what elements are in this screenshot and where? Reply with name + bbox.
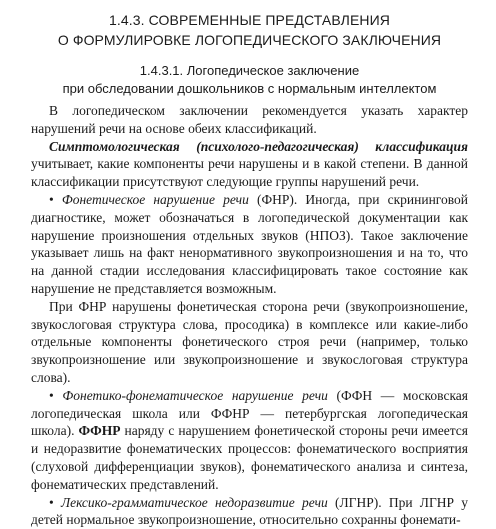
body-text: [31, 102, 468, 529]
abbreviation-ffnr: ФФНР: [78, 423, 121, 439]
paragraph-text: (ЛГНР). При ЛГНР у детей нормальное звукопроизношение, относительно сохранны фонемати-: [31, 494, 469, 528]
paragraph-classification: [31, 138, 468, 191]
bullet-icon: •: [49, 191, 54, 207]
term-symptomatological-classification: Симптомологическая (психолого-педагогическая) классификация: [49, 138, 468, 154]
paragraph-text: учитывает, какие компоненты речи нарушены и в какой степени. В данной классификации присутствуют следующие группы нарушений речи.: [31, 156, 468, 190]
paragraph-fnr-details: [31, 298, 468, 387]
paragraph-text: (ФФН — московская логопедическая школа или ФФНР — петербургская логопедическая школа).: [31, 387, 469, 439]
paragraph-intro: [31, 102, 468, 138]
section-heading-line-1: 1.4.3. СОВРЕМЕННЫЕ ПРЕДСТАВЛЕНИЯ: [109, 12, 390, 28]
subsection-heading-line-1: 1.4.3.1. Логопедическое заключение: [139, 63, 360, 78]
section-heading-line-2: О ФОРМУЛИРОВКЕ ЛОГОПЕДИЧЕСКОГО ЗАКЛЮЧЕНИЯ: [57, 32, 442, 48]
paragraph-text: При ФНР нарушены фонетическая сторона речи (звукопроизношение, звукослоговая структура слова, просодика) в комплексе или какие-либо отдельные компоненты фонетического строя речи (например, только звукопроизношение или звукопроизношение и звукослоговая структура слова).: [31, 298, 468, 385]
list-item-fnr: [31, 191, 468, 298]
paragraph-text: наряду с нарушением фонетической стороны речи имеется и недоразвитие фонематических процессов: фонематического восприятия (слуховой дифференциации звуков), фонематического анализа и синтеза, фонематических представлений.: [31, 423, 468, 492]
section-heading: [31, 10, 468, 50]
paragraph-text: В логопедическом заключении рекомендуется указать характер нарушений речи на основе обеих классификаций.: [31, 103, 468, 136]
subsection-heading-line-2: при обследовании дошкольников с нормальным интеллектом: [62, 81, 437, 96]
term-ffnr: Фонетико-фонематическое нарушение речи: [62, 387, 328, 403]
subsection-heading: [31, 62, 468, 98]
term-fnr: Фонетическое нарушение речи: [61, 191, 249, 207]
bullet-icon: •: [49, 494, 54, 510]
list-item-ffnr: [31, 387, 468, 494]
list-item-lgnr: [31, 494, 468, 529]
paragraph-text: (ФНР). Иногда, при скрининговой диагностике, может обозначаться в логопедической документации как нарушение произношения отдельных звуков (НПОЗ). Такое заключение указывает лишь на факт ненормативного звукопроизношения и на то, что на данной стадии исследования классифицировать такое состояние как нарушение не представляется возможным.: [31, 191, 468, 296]
bullet-icon: •: [49, 387, 54, 403]
term-lgnr: Лексико-грамматическое недоразвитие речи: [60, 494, 328, 510]
